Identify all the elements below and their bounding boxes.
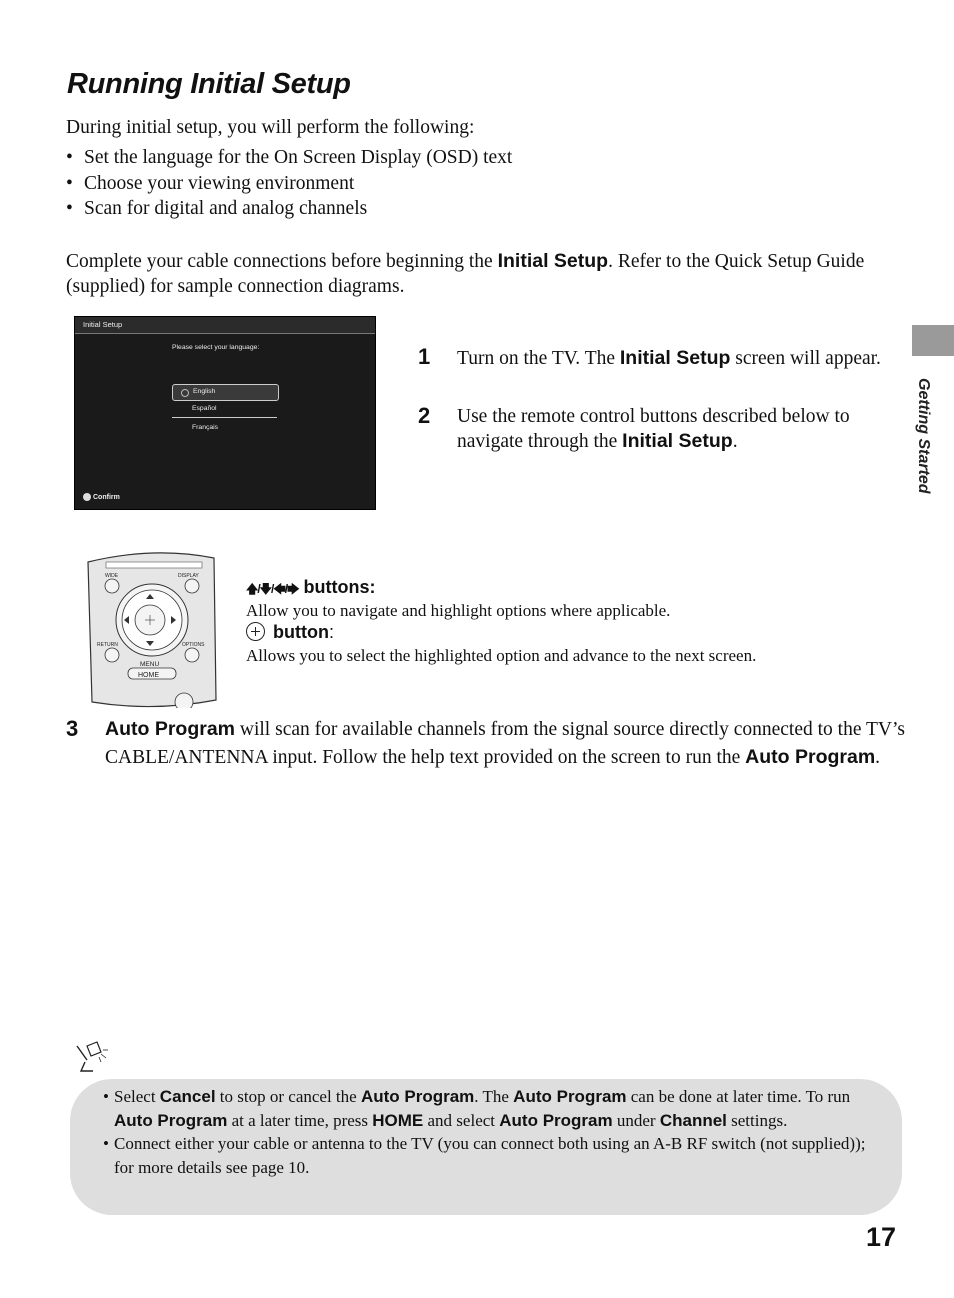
step-2-text: Use the remote control buttons described below to navigate through the Initial Setup.	[457, 406, 850, 452]
screen-prompt: Please select your language:	[172, 344, 260, 351]
step-1-text: Turn on the TV. The Initial Setup screen will appear.	[457, 347, 881, 369]
remote-label-home: HOME	[138, 672, 159, 679]
intro-text: During initial setup, you will perform the following:	[66, 117, 475, 138]
setup-task-list	[66, 147, 512, 224]
tip-item: • Select Cancel to stop or cancel the Auto Program. The Auto Program can be done at later time. To run Auto Program at a later time, press HOME and select Auto Program under Channel settings.	[103, 1087, 851, 1130]
tip-lamp-icon	[73, 1040, 109, 1074]
list-item: • Set the language for the On Screen Display (OSD) text	[66, 147, 513, 168]
enter-button-icon	[246, 622, 265, 641]
remote-control-illustration	[84, 550, 224, 708]
remote-label-wide: WIDE	[105, 573, 119, 579]
page-title: Running Initial Setup	[67, 68, 351, 100]
remote-label-options: OPTIONS	[182, 642, 205, 648]
page-number: 17	[866, 1222, 897, 1252]
section-label: Getting Started	[915, 378, 932, 494]
screen-header: Initial Setup	[75, 317, 375, 334]
language-option-english: English	[172, 384, 279, 401]
language-option-espanol: Español	[172, 402, 277, 418]
step-3-text: Auto Program will scan for available channels from the signal source directly connected to the TV’s CABLE/ANTENNA input. Follow the help text provided on the screen to run the Auto Program.	[105, 718, 906, 768]
confirm-hint: Confirm	[83, 493, 120, 501]
list-item: • Scan for digital and analog channels	[66, 198, 368, 219]
radio-icon	[181, 389, 189, 397]
step-3-number: 3	[66, 716, 79, 741]
enter-button-heading: button:	[246, 622, 334, 643]
enter-icon	[83, 493, 91, 501]
tip-list	[103, 1085, 873, 1179]
arrow-keys-icon: 🡅/🡇/🡄/🡆	[246, 582, 299, 596]
connection-paragraph: Complete your cable connections before beginning the Initial Setup. Refer to the Quick Setup Guide (supplied) for sample connection diagrams.	[66, 250, 865, 297]
language-option-francais: Français	[192, 424, 219, 431]
tip-item: • Connect either your cable or antenna to the TV (you can connect both using an A-B RF switch (not supplied)); for more details see page 10.	[103, 1134, 866, 1177]
section-tab	[912, 325, 954, 356]
list-item: • Choose your viewing environment	[66, 172, 355, 194]
initial-setup-screen-illustration	[74, 316, 376, 510]
enter-button-description: Allows you to select the highlighted option and advance to the next screen.	[246, 646, 757, 665]
step-1-number: 1	[418, 344, 431, 369]
arrow-buttons-description: Allow you to navigate and highlight options where applicable.	[246, 601, 671, 620]
arrow-buttons-heading: 🡅/🡇/🡄/🡆 buttons:	[246, 577, 376, 597]
remote-label-menu: MENU	[140, 661, 160, 668]
remote-label-return: RETURN	[97, 642, 118, 648]
remote-label-display: DISPLAY	[178, 573, 199, 579]
step-2-number: 2	[418, 403, 431, 428]
